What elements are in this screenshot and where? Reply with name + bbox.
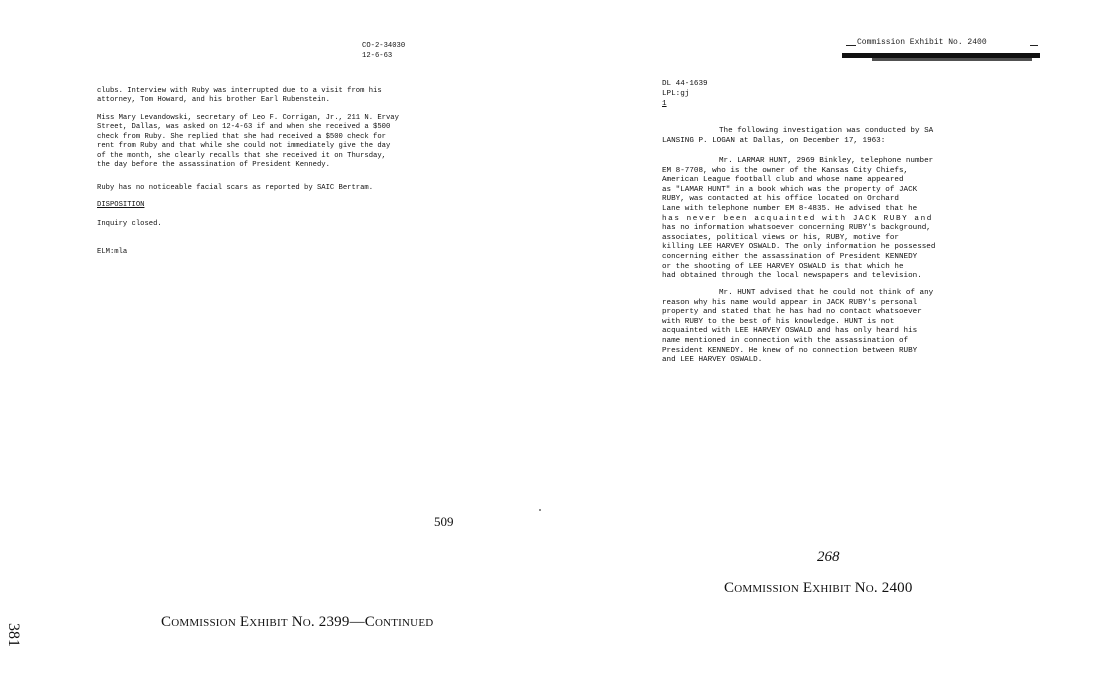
disposition-text: Inquiry closed. — [97, 220, 162, 228]
left-paragraph-3: Ruby has no noticeable facial scars as reported by SAIC Bertram. — [97, 184, 374, 192]
text-line: check from Ruby. She replied that she had received a $500 check for — [97, 132, 386, 141]
scan-speck — [539, 509, 541, 511]
text-line: clubs. Interview with Ruby was interrupted due to a visit from his — [97, 87, 382, 95]
text-line: name mentioned in connection with the assassination of — [662, 336, 909, 345]
text-line: Miss Mary Levandowski, secretary of Leo F. Corrigan, Jr., 211 N. Ervay — [97, 114, 399, 122]
text-line: or the shooting of LEE HARVEY OSWALD is that which he — [662, 262, 904, 271]
margin-page-number: 381 — [5, 623, 22, 647]
file-page: 1 — [662, 100, 667, 108]
file-number: CO-2-34030 — [362, 42, 406, 50]
text-line: American League football club and whose name appeared — [662, 176, 904, 185]
text-line: reason why his name would appear in JACK RUBY's personal — [662, 298, 918, 307]
text-line: associates, political views or his, RUBY, motive for — [662, 233, 899, 242]
file-reference: DL 44-1639 — [662, 80, 708, 88]
text-line: The following investigation was conducted by SA — [719, 127, 934, 135]
text-line: President KENNEDY. He knew of no connection between RUBY — [662, 346, 918, 355]
text-line: and LEE HARVEY OSWALD. — [662, 356, 763, 365]
text-line: acquainted with LEE HARVEY OSWALD and has only heard his — [662, 327, 918, 336]
text-line: as "LAMAR HUNT" in a book which was the property of JACK — [662, 185, 918, 194]
disposition-heading: DISPOSITION — [97, 201, 145, 209]
intro-paragraph — [662, 127, 933, 146]
typist-initials: ELM:mla — [97, 248, 128, 256]
text-line: killing LEE HARVEY OSWALD. The only information he possessed — [662, 243, 936, 252]
page-number: 509 — [434, 514, 454, 529]
right-paragraph-1 — [662, 157, 935, 282]
stamp-dash-right — [1030, 45, 1038, 46]
left-paragraph-1 — [97, 87, 382, 106]
text-line: the day before the assassination of President Kennedy. — [97, 161, 330, 170]
handwritten-page-number: 268 — [817, 549, 840, 565]
left-paragraph-2 — [97, 114, 399, 170]
right-exhibit-caption: Commission Exhibit No. 2400 — [724, 580, 913, 596]
text-line: LANSING P. LOGAN at Dallas, on December 17, 1963: — [662, 136, 886, 145]
file-date: 12-6-63 — [362, 52, 393, 60]
text-line: EM 8-7708, who is the owner of the Kansas City Chiefs, — [662, 166, 909, 175]
file-initials: LPL:gj — [662, 90, 690, 98]
text-line: attorney, Tom Howard, and his brother Earl Rubenstein. — [97, 96, 330, 105]
stamp-dash-left — [846, 45, 856, 46]
text-line: Mr. LARMAR HUNT, 2969 Binkley, telephone number — [719, 157, 934, 165]
text-line: had obtained through the local newspapers and television. — [662, 272, 922, 281]
exhibit-stamp: Commission Exhibit No. 2400 — [857, 38, 987, 47]
text-line: Mr. HUNT advised that he could not think of any — [719, 289, 934, 297]
stamp-redaction-bar — [872, 58, 1032, 61]
text-line: with RUBY to the best of his knowledge. HUNT is not — [662, 317, 895, 326]
text-line: Lane with telephone number EM 8-4835. He advised that he — [662, 204, 918, 213]
text-line: Street, Dallas, was asked on 12-4-63 if and when she received a $500 — [97, 123, 391, 132]
text-line: concerning either the assassination of President KENNEDY — [662, 252, 918, 261]
text-line: of the month, she clearly recalls that she received it on Thursday, — [97, 151, 386, 160]
left-exhibit-caption: Commission Exhibit No. 2399—Continued — [161, 614, 434, 630]
text-line: RUBY, was contacted at his office located on Orchard — [662, 195, 899, 204]
text-line: has never been acquainted with JACK RUBY and — [662, 214, 933, 223]
text-line: property and stated that he has had no contact whatsoever — [662, 308, 922, 317]
right-paragraph-2 — [662, 289, 933, 366]
text-line: has no information whatsoever concerning RUBY's background, — [662, 224, 931, 233]
text-line: rent from Ruby and that while she could not immediately give the day — [97, 142, 391, 151]
